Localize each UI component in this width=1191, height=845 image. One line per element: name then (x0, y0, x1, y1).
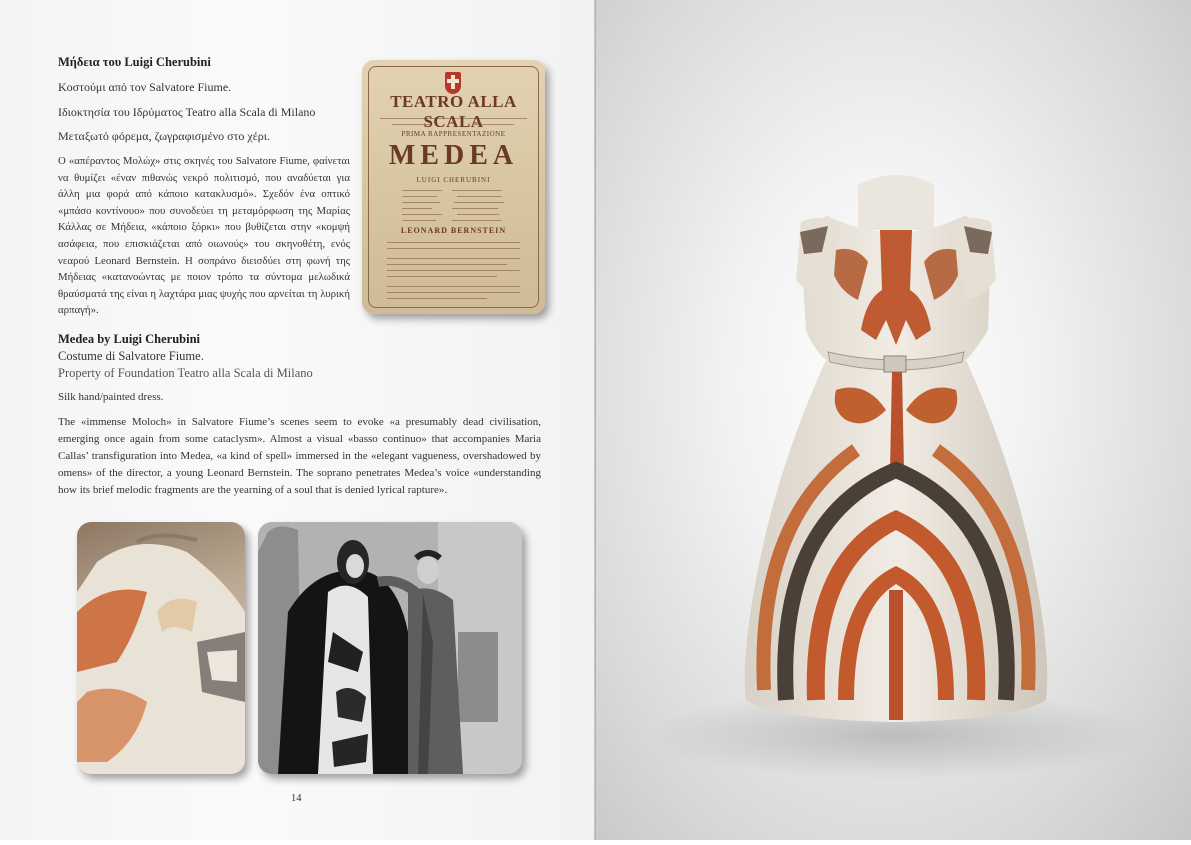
poster-image (362, 60, 545, 314)
callas-fiume-photo (258, 522, 522, 774)
poster-text-line (387, 286, 520, 287)
greek-material: Μεταξωτό φόρεμα, ζωγραφισμένο στο χέρι. (58, 129, 270, 143)
english-costume-credit: Costume di Salvatore Fiume. (58, 349, 204, 363)
poster-text-line (387, 248, 520, 249)
poster-text-line (387, 298, 487, 299)
poster-header: TEATRO ALLA SCALA (390, 92, 517, 131)
poster-text-line (452, 220, 502, 221)
english-body-text: The «immense Moloch» in Salvatore Fiume’s scenes seem to evoke «a presumably dead civilisation, emerging once again from some cataclysm». Almost a visual «basso continuo» that accompanies Maria Callas’ transfiguration into Medea, «a kind of spell» immersed in the «elegant vagueness, overshadowed by omens» of the director, a young Leonard Bernstein. The soprano penetrates Medea’s voice «understanding how its brief melodic fragments are the yearning of a soul that is denied lyrical rapture». (58, 416, 541, 496)
left-page (0, 0, 595, 840)
poster-text-line (452, 208, 498, 209)
poster-text-line (402, 202, 440, 203)
greek-costume-credit: Κοστούμι από τον Salvatore Fiume. (58, 80, 232, 94)
greek-property-credit: Ιδιοκτησία του Ιδρύματος Teatro alla Scala di Milano (58, 105, 316, 119)
poster-text-line (457, 196, 502, 197)
poster-text-line (387, 258, 520, 259)
greek-body-text: Ο «απέραντος Μολώχ» στις σκηνές του Salvatore Fiume, φαίνεται να θυμίζει «έναν πιθανώς νεκρό πολιτισμό, που αναδύεται για άλλη μια φορά από κάποιο κατακλυσμό». Σχεδόν ένα οπτικό «μπάσο κοντίνουο» που συνοδεύει τη μεταμόρφωση της Μαρίας Κάλλας σε Μήδεια, «κάποιο ξόρκι» που βυθίζεται στην «κομψή ασάφεια, που επισκιάζεται από οιωνούς» του σκηνοθέτη, ενός νεαρού Leonard Bernstein. Η σοπράνο διεισδύει στη φωνή της Μήδειας «κατανοώντας με ποιον τρόπο τα σύντομα μελωδικά θραύσματά της είναι η λαχτάρα μιας ψυχής που αρνείται τη λυρική αρπαγή». (58, 155, 350, 317)
poster-rule (474, 124, 514, 125)
poster-text-line (387, 270, 520, 271)
poster-text-line (402, 214, 442, 215)
poster-rule (380, 118, 527, 119)
poster-text-line (387, 292, 520, 293)
poster-text-line (387, 276, 497, 277)
poster-rule (392, 124, 432, 125)
page-number: 14 (291, 793, 302, 804)
callas-fiume-illustration (258, 522, 522, 774)
greek-title: Μήδεια του Luigi Cherubini (58, 55, 211, 69)
poster-text-line (387, 242, 520, 243)
poster-composer: LUIGI CHERUBINI (416, 176, 491, 184)
english-title: Medea by Luigi Cherubini (58, 332, 201, 346)
poster-text-line (402, 208, 432, 209)
poster-title: MEDEA (388, 140, 519, 171)
poster-text-line (454, 202, 504, 203)
poster-text-line (402, 190, 442, 191)
poster-text-line (402, 220, 436, 221)
poster-text-line (457, 214, 499, 215)
poster-text-line (387, 264, 507, 265)
milan-crest-icon (445, 72, 461, 94)
poster-text-line (402, 196, 437, 197)
poster-subline: PRIMA RAPPRESENTAZIONE (401, 130, 506, 138)
costume-detail-illustration (77, 522, 245, 774)
english-material: Silk hand/painted dress. (58, 391, 164, 403)
english-property-credit: Property of Foundation Teatro alla Scala di Milano (58, 366, 313, 380)
right-page (596, 0, 1191, 840)
costume-detail-photo (77, 522, 245, 774)
poster-conductor: LEONARD BERNSTEIN (400, 226, 507, 235)
poster-text-line (452, 190, 502, 191)
costume-dress-illustration (596, 0, 1191, 840)
